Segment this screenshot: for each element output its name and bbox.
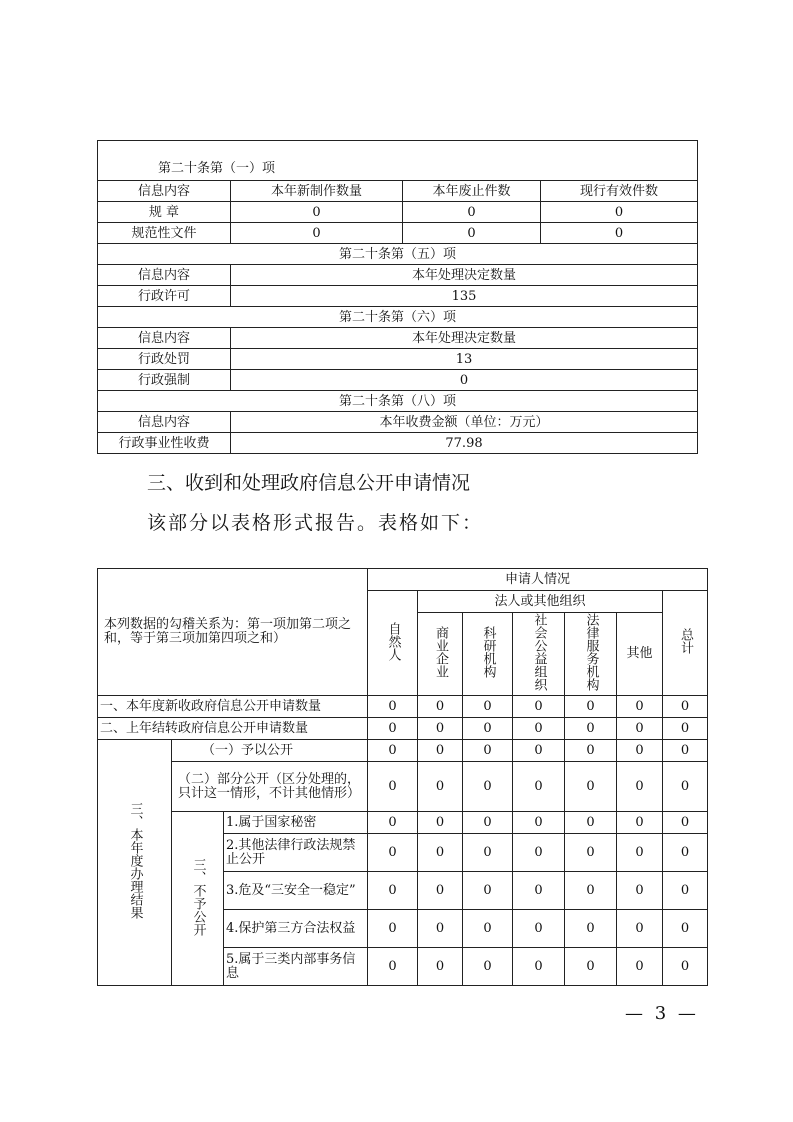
cell-value: 0 bbox=[513, 834, 565, 872]
applicant-header: 申请人情况 bbox=[368, 569, 708, 591]
cell-value: 0 bbox=[403, 223, 541, 244]
cell-value: 0 bbox=[663, 718, 708, 740]
cell-value: 0 bbox=[418, 696, 463, 718]
table-row bbox=[98, 718, 708, 740]
cell-value: 0 bbox=[513, 910, 565, 948]
corner-note: 本列数据的勾稽关系为：第一项加第二项之和，等于第三项加第四项之和） bbox=[98, 569, 368, 696]
header-cell: 本年处理决定数量 bbox=[231, 265, 698, 286]
row-label: 行政处罚 bbox=[98, 349, 231, 370]
cell-value: 0 bbox=[565, 762, 617, 812]
cell-value: 0 bbox=[463, 872, 513, 910]
cell-value: 0 bbox=[463, 696, 513, 718]
col-business: 商业企业 bbox=[418, 613, 463, 696]
cell-value: 0 bbox=[617, 762, 663, 812]
cell-value: 0 bbox=[565, 948, 617, 986]
row-label: 4.保护第三方合法权益 bbox=[224, 910, 368, 948]
header-cell: 本年废止件数 bbox=[403, 181, 541, 202]
cell-value: 0 bbox=[513, 812, 565, 834]
table-row bbox=[98, 223, 698, 244]
row-label: （一）予以公开 bbox=[172, 740, 368, 762]
cell-value: 0 bbox=[663, 696, 708, 718]
cell-value: 0 bbox=[565, 740, 617, 762]
table-row bbox=[98, 370, 698, 391]
intro-paragraph: 该部分以表格形式报告。表格如下： bbox=[147, 512, 484, 534]
cell-value: 0 bbox=[565, 834, 617, 872]
cell-value: 0 bbox=[513, 696, 565, 718]
col-total: 总计 bbox=[663, 591, 708, 696]
cell-value: 0 bbox=[513, 762, 565, 812]
cell-value: 0 bbox=[663, 948, 708, 986]
header-cell: 现行有效件数 bbox=[541, 181, 698, 202]
table-row bbox=[98, 433, 698, 454]
cell-value: 0 bbox=[418, 834, 463, 872]
page-number: — 3 — bbox=[625, 1003, 699, 1024]
table-row bbox=[98, 349, 698, 370]
row-label: 规范性文件 bbox=[98, 223, 231, 244]
legal-group-header: 法人或其他组织 bbox=[418, 591, 663, 613]
table-row bbox=[98, 740, 708, 762]
cell-value: 0 bbox=[663, 740, 708, 762]
cell-value: 135 bbox=[231, 286, 698, 307]
cell-value: 0 bbox=[617, 718, 663, 740]
cell-value: 0 bbox=[663, 834, 708, 872]
col-social: 社会公益组织 bbox=[513, 613, 565, 696]
cell-value: 0 bbox=[565, 910, 617, 948]
cell-value: 0 bbox=[368, 762, 418, 812]
header-cell: 信息内容 bbox=[98, 412, 231, 433]
section-title: 第二十条第（八）项 bbox=[98, 391, 698, 412]
cell-value: 0 bbox=[418, 948, 463, 986]
cell-value: 0 bbox=[513, 948, 565, 986]
cell-value: 0 bbox=[463, 740, 513, 762]
cell-value: 0 bbox=[617, 834, 663, 872]
row-label: （二）部分公开（区分处理的，只计这一情形，不计其他情形） bbox=[172, 762, 368, 812]
cell-value: 0 bbox=[418, 812, 463, 834]
disclosure-table-article-20 bbox=[97, 140, 698, 454]
table-row bbox=[98, 696, 708, 718]
cell-value: 0 bbox=[617, 740, 663, 762]
row-label: 行政事业性收费 bbox=[98, 433, 231, 454]
cell-value: 0 bbox=[617, 948, 663, 986]
col-legal-service: 法律服务机构 bbox=[565, 613, 617, 696]
table-row bbox=[98, 812, 708, 834]
cell-value: 0 bbox=[463, 812, 513, 834]
cell-value: 0 bbox=[463, 948, 513, 986]
cell-value: 0 bbox=[368, 948, 418, 986]
cell-value: 13 bbox=[231, 349, 698, 370]
section-heading: 三、收到和处理政府信息公开申请情况 bbox=[147, 472, 471, 494]
cell-value: 0 bbox=[617, 872, 663, 910]
cell-value: 0 bbox=[513, 718, 565, 740]
cell-value: 0 bbox=[541, 223, 698, 244]
cell-value: 0 bbox=[418, 740, 463, 762]
cell-value: 0 bbox=[231, 370, 698, 391]
row-label: 3.危及“三安全一稳定” bbox=[224, 872, 368, 910]
cell-value: 0 bbox=[463, 910, 513, 948]
cell-value: 0 bbox=[565, 696, 617, 718]
row-label: 5.属于三类内部事务信息 bbox=[224, 948, 368, 986]
cell-value: 77.98 bbox=[231, 433, 698, 454]
table-row bbox=[98, 202, 698, 223]
header-cell: 信息内容 bbox=[98, 181, 231, 202]
cell-value: 0 bbox=[368, 740, 418, 762]
cell-value: 0 bbox=[565, 812, 617, 834]
section-title: 第二十条第（五）项 bbox=[98, 244, 698, 265]
row-label: 2.其他法律行政法规禁止公开 bbox=[224, 834, 368, 872]
section-title: 第二十条第（一）项 bbox=[98, 141, 698, 181]
table-row bbox=[98, 286, 698, 307]
cell-value: 0 bbox=[368, 834, 418, 872]
cell-value: 0 bbox=[463, 834, 513, 872]
cell-value: 0 bbox=[565, 872, 617, 910]
cell-value: 0 bbox=[418, 872, 463, 910]
cell-value: 0 bbox=[368, 872, 418, 910]
cell-value: 0 bbox=[368, 696, 418, 718]
group-label: 三、本年度办理结果 bbox=[98, 740, 172, 986]
section-title: 第二十条第（六）项 bbox=[98, 307, 698, 328]
cell-value: 0 bbox=[368, 718, 418, 740]
cell-value: 0 bbox=[565, 718, 617, 740]
cell-value: 0 bbox=[513, 872, 565, 910]
cell-value: 0 bbox=[617, 696, 663, 718]
header-cell: 本年收费金额（单位：万元） bbox=[231, 412, 698, 433]
cell-value: 0 bbox=[463, 718, 513, 740]
cell-value: 0 bbox=[403, 202, 541, 223]
header-cell: 本年处理决定数量 bbox=[231, 328, 698, 349]
col-natural-person: 自然人 bbox=[368, 591, 418, 696]
cell-value: 0 bbox=[617, 812, 663, 834]
subgroup-label: 三、不予公开 bbox=[172, 812, 224, 986]
row-label: 1.属于国家秘密 bbox=[224, 812, 368, 834]
cell-value: 0 bbox=[368, 812, 418, 834]
row-label: 二、上年结转政府信息公开申请数量 bbox=[98, 718, 368, 740]
cell-value: 0 bbox=[231, 223, 403, 244]
row-label: 一、本年度新收政府信息公开申请数量 bbox=[98, 696, 368, 718]
cell-value: 0 bbox=[418, 762, 463, 812]
col-other: 其他 bbox=[617, 613, 663, 696]
header-cell: 信息内容 bbox=[98, 328, 231, 349]
cell-value: 0 bbox=[463, 762, 513, 812]
cell-value: 0 bbox=[231, 202, 403, 223]
header-cell: 本年新制作数量 bbox=[231, 181, 403, 202]
cell-value: 0 bbox=[541, 202, 698, 223]
cell-value: 0 bbox=[513, 740, 565, 762]
cell-value: 0 bbox=[418, 910, 463, 948]
row-label: 行政许可 bbox=[98, 286, 231, 307]
application-handling-table bbox=[97, 568, 708, 986]
cell-value: 0 bbox=[663, 812, 708, 834]
row-label: 规 章 bbox=[98, 202, 231, 223]
header-cell: 信息内容 bbox=[98, 265, 231, 286]
table-row bbox=[98, 762, 708, 812]
col-research: 科研机构 bbox=[463, 613, 513, 696]
cell-value: 0 bbox=[368, 910, 418, 948]
cell-value: 0 bbox=[663, 910, 708, 948]
cell-value: 0 bbox=[663, 762, 708, 812]
cell-value: 0 bbox=[617, 910, 663, 948]
cell-value: 0 bbox=[418, 718, 463, 740]
row-label: 行政强制 bbox=[98, 370, 231, 391]
cell-value: 0 bbox=[663, 872, 708, 910]
